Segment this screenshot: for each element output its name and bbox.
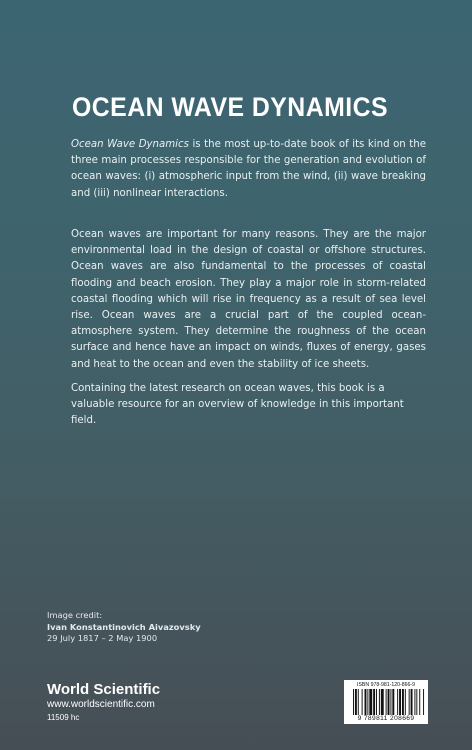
barcode-bar xyxy=(365,689,367,715)
publisher-name: World Scientific xyxy=(47,681,161,698)
image-credit-label: Image credit: xyxy=(47,610,103,620)
description-paragraph-1 xyxy=(71,137,426,202)
description-paragraph-1-text: is the most up-to-date book of its kind on the three main processes responsible for the generation and evolution of ocean waves: (i) atmospheric input from the wind, (ii) wave breaking and (iii) nonlinear interactions. xyxy=(71,139,426,199)
book-title: OCEAN WAVE DYNAMICS xyxy=(72,92,389,122)
barcode-digits: 9 789811 208669 xyxy=(357,715,415,722)
barcode-bar xyxy=(376,689,377,715)
image-credit xyxy=(47,610,201,645)
product-code: 11509 hc xyxy=(47,713,80,722)
barcode-bar xyxy=(353,689,354,715)
isbn-text: ISBN 978-981-120-866-9 xyxy=(357,682,415,688)
barcode-bar xyxy=(381,689,384,715)
barcode-bar xyxy=(423,689,424,715)
barcode-bar xyxy=(419,689,420,715)
image-credit-name: Ivan Konstantinovich Aivazovsky xyxy=(47,621,201,632)
barcode-bar xyxy=(388,689,390,715)
barcode-bar xyxy=(386,689,387,715)
book-title-italic: Ocean Wave Dynamics xyxy=(71,139,189,150)
barcode-bar xyxy=(358,689,359,715)
barcode-bar xyxy=(369,689,372,715)
barcode-bar xyxy=(414,689,415,715)
barcode-bar xyxy=(409,689,410,715)
barcode-bar xyxy=(411,689,413,715)
barcode-bar xyxy=(355,689,357,715)
publisher-block xyxy=(47,681,160,723)
barcode-bar xyxy=(367,689,368,715)
barcode-bar xyxy=(392,689,394,715)
barcode-bars xyxy=(353,689,425,715)
barcode-bar xyxy=(405,689,406,715)
barcode-bar xyxy=(373,689,375,715)
barcode-bar xyxy=(362,689,363,715)
description-paragraph-2: Ocean waves are important for many reasons. They are the major environmental load in the design of coastal or offshore structures. Ocean waves are also fundamental to the processes of coastal flooding and beach erosion. They play a major role in storm-related coastal flooding which will rise in frequency as a result of sea level rise. Ocean waves are a crucial part of the coupled ocean-atmosphere system. They determine the roughness of the ocean surface and hence have an impact on winds, fluxes of energy, gases and heat to the ocean and even the stability of ice sheets. xyxy=(71,229,426,370)
barcode-bar xyxy=(416,689,417,715)
isbn-barcode xyxy=(344,680,428,724)
image-credit-dates: 29 July 1817 – 2 May 1900 xyxy=(47,633,158,643)
publisher-url[interactable]: www.worldscientific.com xyxy=(47,699,155,710)
barcode-bar xyxy=(379,689,380,715)
barcode-bar xyxy=(390,689,391,715)
barcode-bar xyxy=(397,689,398,715)
description-paragraph-3: Containing the latest research on ocean waves, this book is a valuable resource for an overview of knowledge in this important field. xyxy=(71,383,404,427)
barcode-bar xyxy=(402,689,404,715)
barcode-bar xyxy=(399,689,401,715)
